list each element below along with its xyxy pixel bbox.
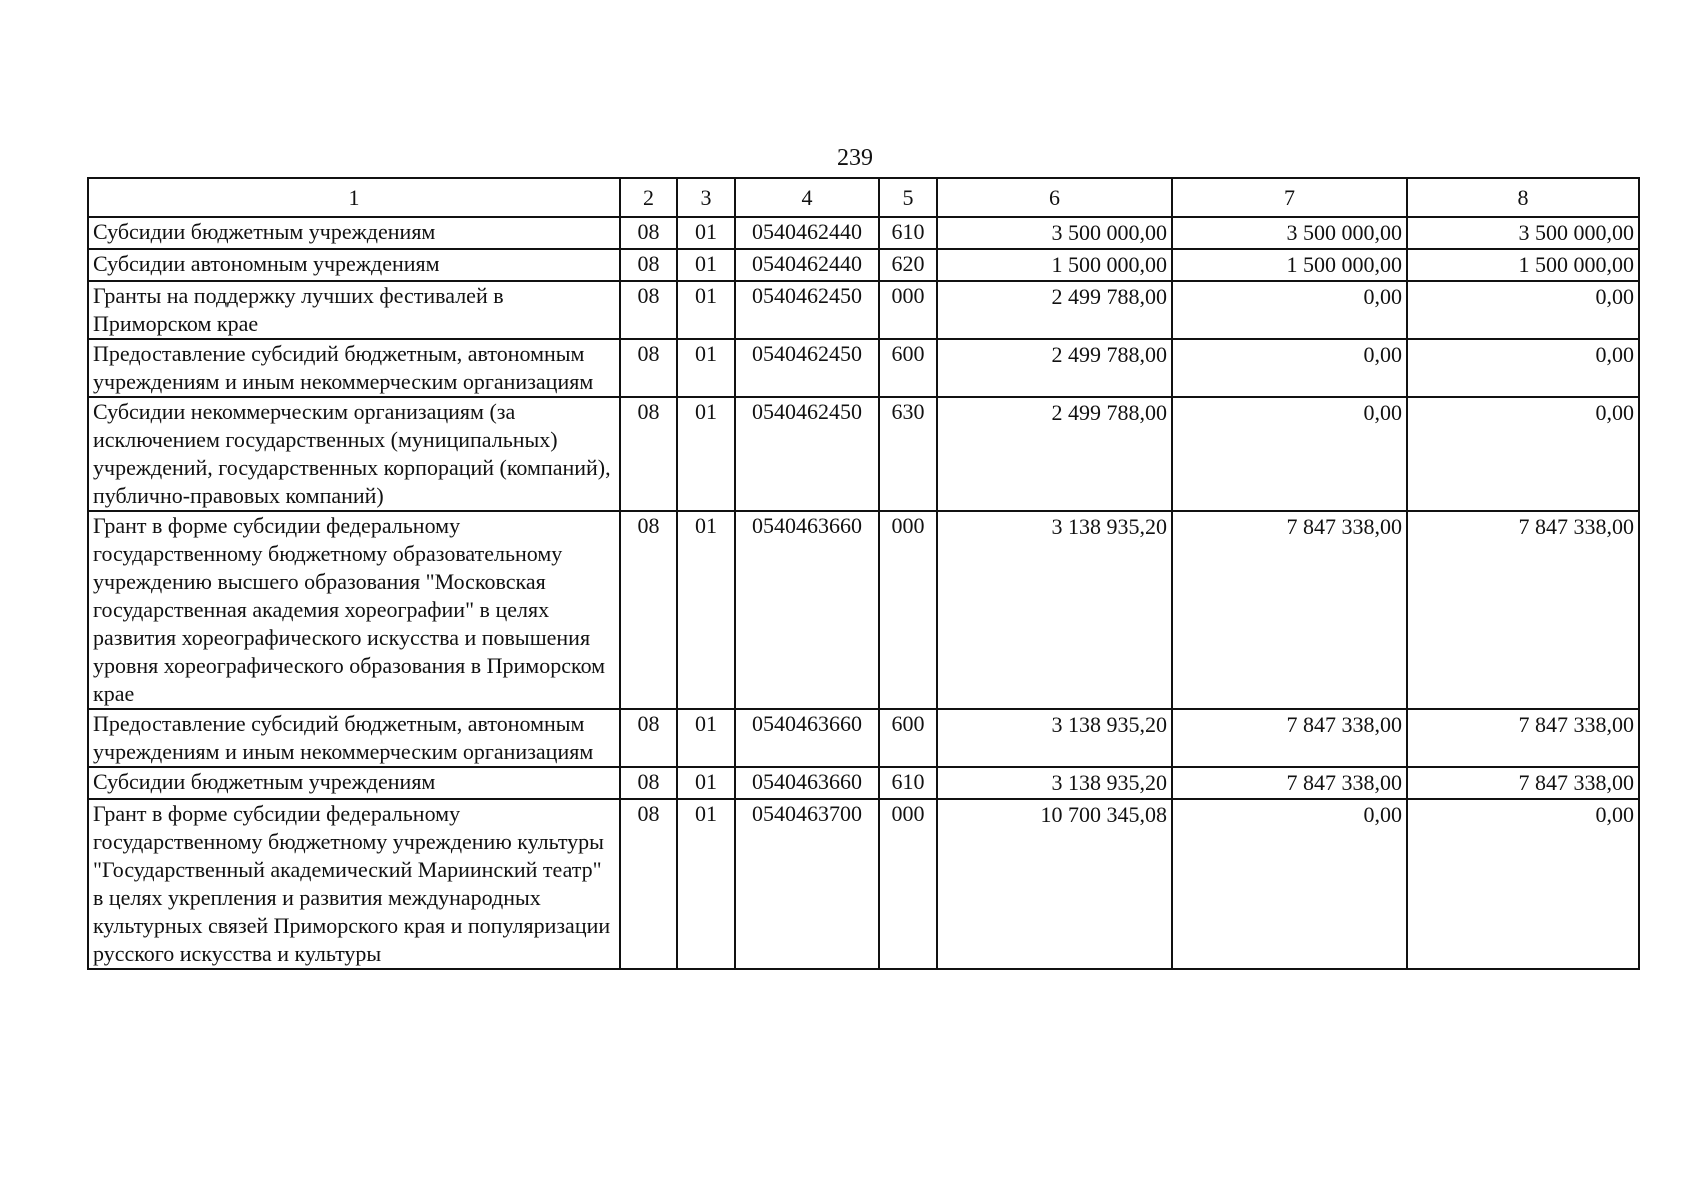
table-row <box>88 767 1639 799</box>
amount-col7: 3 500 000,00 <box>1172 217 1407 249</box>
target-article-code: 0540462450 <box>735 281 879 339</box>
section-code: 08 <box>620 767 677 799</box>
column-header: 6 <box>937 178 1172 217</box>
amount-col8: 7 847 338,00 <box>1407 767 1639 799</box>
subsection-code: 01 <box>677 281 735 339</box>
subsection-code: 01 <box>677 397 735 511</box>
subsection-code: 01 <box>677 339 735 397</box>
section-code: 08 <box>620 281 677 339</box>
amount-col7: 7 847 338,00 <box>1172 709 1407 767</box>
amount-col6: 2 499 788,00 <box>937 397 1172 511</box>
amount-col8: 0,00 <box>1407 799 1639 969</box>
table-row <box>88 799 1639 969</box>
amount-col6: 2 499 788,00 <box>937 281 1172 339</box>
table-header-row <box>88 178 1639 217</box>
target-article-code: 0540462450 <box>735 397 879 511</box>
amount-col8: 3 500 000,00 <box>1407 217 1639 249</box>
column-header: 3 <box>677 178 735 217</box>
page-number: 239 <box>837 145 873 171</box>
row-name: Субсидии некоммерческим организациям (за исключением государственных (муниципальных) учреждений, государственных корпораций (компаний), публично-правовых компаний) <box>88 397 620 511</box>
amount-col8: 0,00 <box>1407 339 1639 397</box>
amount-col8: 0,00 <box>1407 397 1639 511</box>
expense-type-code: 620 <box>879 249 937 281</box>
table-row <box>88 511 1639 709</box>
section-code: 08 <box>620 217 677 249</box>
table-row <box>88 249 1639 281</box>
amount-col6: 3 138 935,20 <box>937 767 1172 799</box>
amount-col6: 3 500 000,00 <box>937 217 1172 249</box>
amount-col6: 1 500 000,00 <box>937 249 1172 281</box>
expense-type-code: 610 <box>879 767 937 799</box>
column-header: 7 <box>1172 178 1407 217</box>
subsection-code: 01 <box>677 217 735 249</box>
row-name: Предоставление субсидий бюджетным, автономным учреждениям и иным некоммерческим организациям <box>88 339 620 397</box>
table-row <box>88 709 1639 767</box>
target-article-code: 0540463660 <box>735 511 879 709</box>
section-code: 08 <box>620 511 677 709</box>
row-name: Субсидии бюджетным учреждениям <box>88 767 620 799</box>
budget-table <box>87 177 1640 970</box>
subsection-code: 01 <box>677 767 735 799</box>
row-name: Субсидии бюджетным учреждениям <box>88 217 620 249</box>
target-article-code: 0540463660 <box>735 767 879 799</box>
amount-col7: 7 847 338,00 <box>1172 511 1407 709</box>
table-row <box>88 397 1639 511</box>
target-article-code: 0540462450 <box>735 339 879 397</box>
expense-type-code: 630 <box>879 397 937 511</box>
amount-col7: 0,00 <box>1172 799 1407 969</box>
amount-col8: 7 847 338,00 <box>1407 511 1639 709</box>
expense-type-code: 600 <box>879 339 937 397</box>
table-row <box>88 217 1639 249</box>
amount-col7: 0,00 <box>1172 281 1407 339</box>
table-row <box>88 281 1639 339</box>
section-code: 08 <box>620 339 677 397</box>
row-name: Субсидии автономным учреждениям <box>88 249 620 281</box>
column-header: 2 <box>620 178 677 217</box>
amount-col8: 1 500 000,00 <box>1407 249 1639 281</box>
row-name: Грант в форме субсидии федеральному государственному бюджетному образовательному учреждению высшего образования "Московская государственная академия хореографии" в целях развития хореографического искусства и повышения уровня хореографического образования в Приморском крае <box>88 511 620 709</box>
section-code: 08 <box>620 397 677 511</box>
expense-type-code: 000 <box>879 799 937 969</box>
column-header: 4 <box>735 178 879 217</box>
target-article-code: 0540462440 <box>735 249 879 281</box>
amount-col7: 7 847 338,00 <box>1172 767 1407 799</box>
amount-col7: 0,00 <box>1172 397 1407 511</box>
target-article-code: 0540463660 <box>735 709 879 767</box>
column-header: 5 <box>879 178 937 217</box>
amount-col7: 1 500 000,00 <box>1172 249 1407 281</box>
expense-type-code: 610 <box>879 217 937 249</box>
row-name: Гранты на поддержку лучших фестивалей в Приморском крае <box>88 281 620 339</box>
row-name: Грант в форме субсидии федеральному государственному бюджетному учреждению культуры "Государственный академический Мариинский театр" в целях укрепления и развития международных культурных связей Приморского края и популяризации русского искусства и культуры <box>88 799 620 969</box>
expense-type-code: 600 <box>879 709 937 767</box>
subsection-code: 01 <box>677 709 735 767</box>
column-header: 8 <box>1407 178 1639 217</box>
table-row <box>88 339 1639 397</box>
subsection-code: 01 <box>677 249 735 281</box>
target-article-code: 0540463700 <box>735 799 879 969</box>
subsection-code: 01 <box>677 511 735 709</box>
amount-col8: 0,00 <box>1407 281 1639 339</box>
section-code: 08 <box>620 799 677 969</box>
row-name: Предоставление субсидий бюджетным, автономным учреждениям и иным некоммерческим организациям <box>88 709 620 767</box>
amount-col7: 0,00 <box>1172 339 1407 397</box>
section-code: 08 <box>620 249 677 281</box>
amount-col6: 3 138 935,20 <box>937 511 1172 709</box>
expense-type-code: 000 <box>879 281 937 339</box>
amount-col6: 3 138 935,20 <box>937 709 1172 767</box>
column-header: 1 <box>88 178 620 217</box>
amount-col6: 10 700 345,08 <box>937 799 1172 969</box>
amount-col6: 2 499 788,00 <box>937 339 1172 397</box>
expense-type-code: 000 <box>879 511 937 709</box>
subsection-code: 01 <box>677 799 735 969</box>
section-code: 08 <box>620 709 677 767</box>
amount-col8: 7 847 338,00 <box>1407 709 1639 767</box>
target-article-code: 0540462440 <box>735 217 879 249</box>
